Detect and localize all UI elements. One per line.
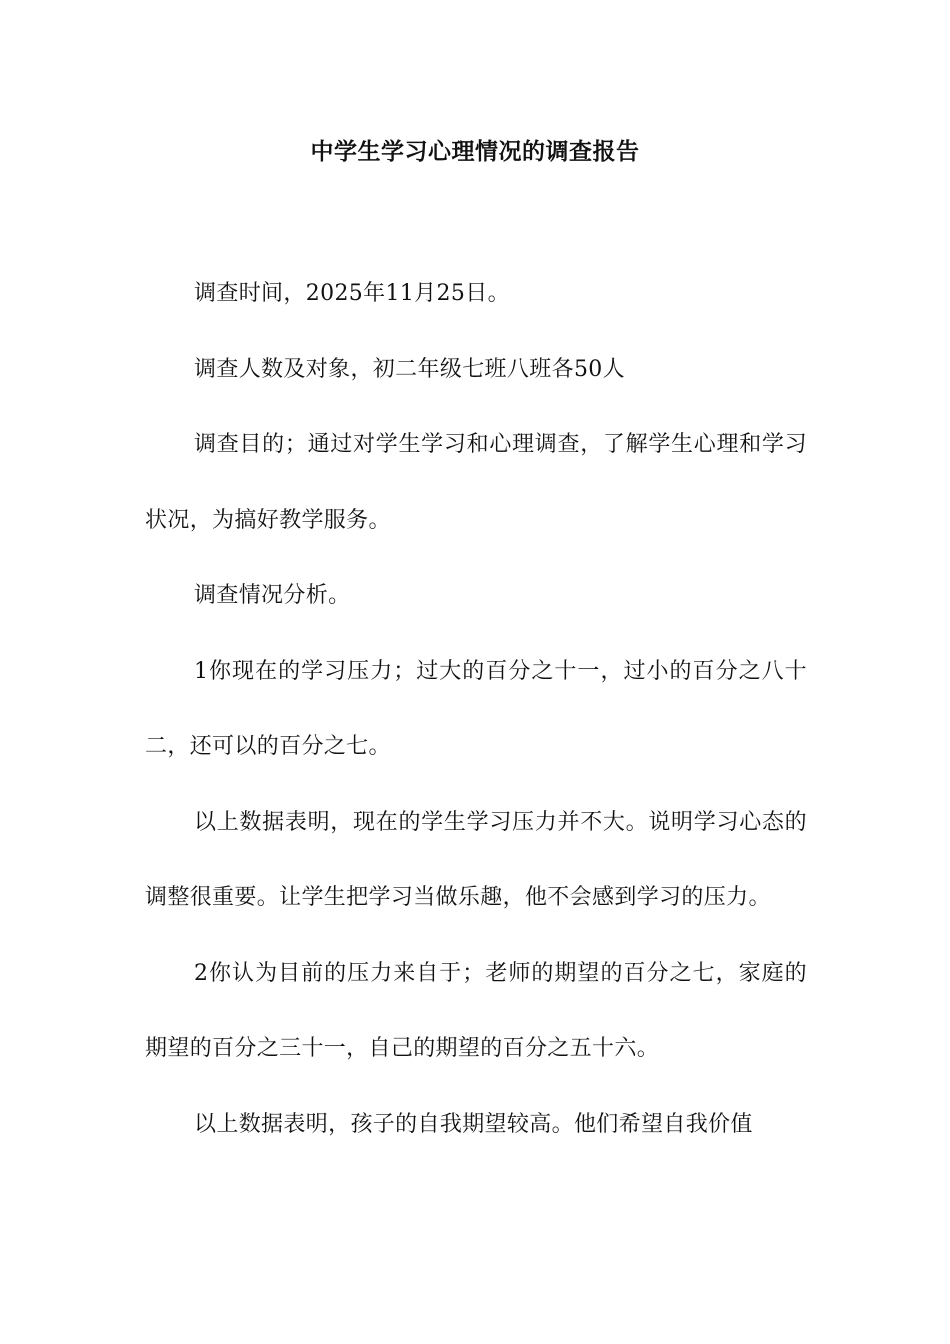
paragraph-question-2: 2你认为目前的压力来自于；老师的期望的百分之七，家庭的期望的百分之三十一，自己的期望的百分之五十六。: [145, 960, 807, 1061]
paragraph-survey-time: 调查时间，2025年11月25日。: [194, 281, 510, 306]
document-title: 中学生学习心理情况的调查报告: [310, 138, 640, 165]
document-body: [145, 256, 807, 1162]
paragraph-analysis-heading: 调查情况分析。: [194, 583, 351, 608]
paragraph-question-1: 1你现在的学习压力；过大的百分之十一，过小的百分之八十二，还可以的百分之七。: [145, 658, 807, 759]
paragraph-survey-subjects: 调查人数及对象，初二年级七班八班各50人: [194, 356, 625, 382]
paragraph-survey-purpose: 调查目的；通过对学生学习和心理调查，了解学生心理和学习状况，为搞好教学服务。: [145, 432, 807, 533]
paragraph-question-1-analysis: 以上数据表明，现在的学生学习压力并不大。说明学习心态的调整很重要。让学生把学习当做乐趣，他不会感到学习的压力。: [145, 809, 807, 910]
paragraph-question-2-analysis: 以上数据表明，孩子的自我期望较高。他们希望自我价值: [194, 1111, 753, 1137]
